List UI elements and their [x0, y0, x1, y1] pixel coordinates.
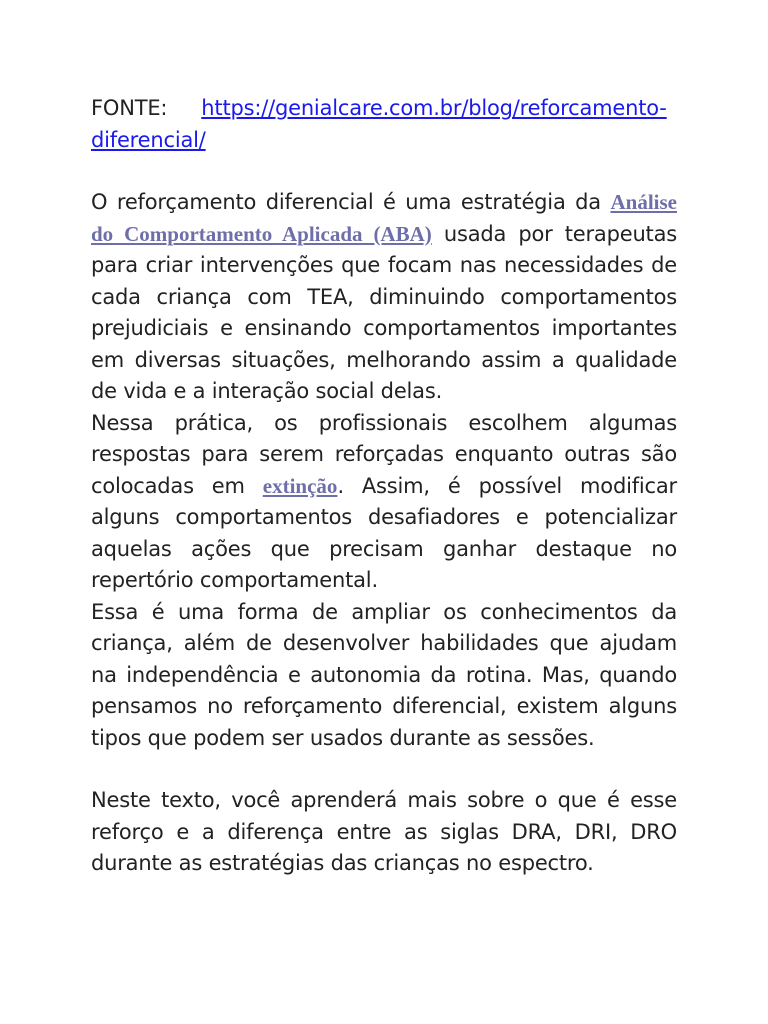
paragraph-intro-text-after: usada por terapeutas para criar intervenções que focam nas necessidades de cada criança com TEA, diminuindo comportamentos prejudiciais e ensinando comportamentos importantes em diversas situações, melhorando assim a qualidade de vida e a interação social delas. [91, 221, 677, 403]
source-line [91, 93, 677, 156]
source-label: FONTE: [91, 96, 168, 120]
source-url-link[interactable]: https://genialcare.com.br/blog/reforcamento- diferencial/ [91, 96, 667, 152]
paragraph-practice-text-after: . Assim, é possível modificar alguns comportamentos desafiadores e potencializar aquelas ações que precisam ganhar destaque no repertório comportamental. [91, 473, 677, 592]
paragraph-benefits: Essa é uma forma de ampliar os conhecimentos da criança, além de desenvolver habilidades que ajudam na independência e autonomia da rotina. Mas, quando pensamos no reforçamento diferencial, existem alguns tipos que podem ser usados durante as sessões. [91, 599, 677, 750]
paragraph-intro-text-before: O reforçamento diferencial é uma estratégia da [91, 190, 611, 214]
extincao-link[interactable]: extinção [262, 473, 338, 498]
paragraph-practice [91, 408, 677, 597]
paragraph-intro [91, 187, 677, 408]
paragraph-summary: Neste texto, você aprenderá mais sobre o que é esse reforço e a diferença entre as siglas DRA, DRI, DRO durante as estratégias das crianças no espectro. [91, 788, 677, 875]
aba-link[interactable]: Análise do Comportamento Aplicada (ABA) [91, 190, 677, 246]
document-body [91, 93, 677, 880]
paragraph-spacer [91, 754, 677, 785]
paragraph-practice-text-before: Nessa prática, os profissionais escolhem algumas respostas para serem reforçadas enquanto outras são colocadas em [91, 410, 677, 498]
